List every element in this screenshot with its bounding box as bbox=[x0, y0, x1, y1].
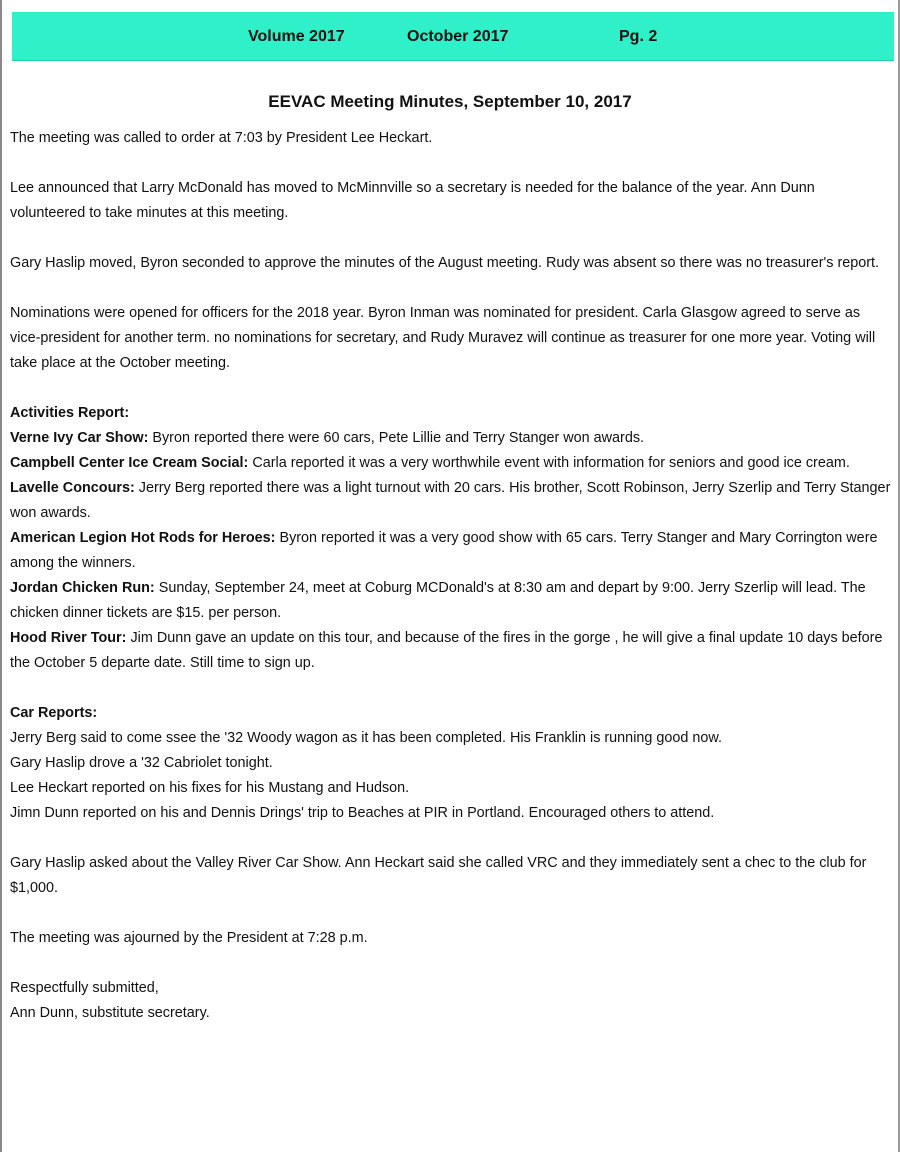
car-reports-section bbox=[10, 701, 892, 826]
activities-heading: Activities Report: bbox=[10, 405, 130, 421]
call-to-order-paragraph: The meeting was called to order at 7:03 by President Lee Heckart. bbox=[10, 130, 433, 146]
header-volume: Volume 2017 bbox=[248, 28, 345, 45]
car-report-line: Gary Haslip drove a '32 Cabriolet tonight. bbox=[10, 755, 273, 771]
activities-section bbox=[10, 401, 892, 676]
signature: Ann Dunn, substitute secretary. bbox=[10, 1005, 210, 1021]
page-title: EEVAC Meeting Minutes, September 10, 2017 bbox=[268, 92, 632, 111]
activity-text: Carla reported it was a very worthwhile event with information for seniors and good ice cream. bbox=[248, 455, 850, 471]
car-report-line: Jerry Berg said to come ssee the '32 Woody wagon as it has been completed. His Franklin is running good now. bbox=[10, 730, 723, 746]
activity-text: Byron reported it was a very good show with 65 cars. Terry Stanger and Mary Corrington were among the winners. bbox=[10, 530, 878, 571]
activity-text: Jim Dunn gave an update on this tour, and because of the fires in the gorge , he will give a final update 10 days before the October 5 departe date. Still time to sign up. bbox=[10, 630, 883, 671]
car-reports-heading: Car Reports: bbox=[10, 705, 98, 721]
activity-label: Jordan Chicken Run: bbox=[10, 580, 155, 596]
activity-item bbox=[10, 451, 892, 476]
activity-item bbox=[10, 576, 892, 626]
activity-label: American Legion Hot Rods for Heroes: bbox=[10, 530, 276, 546]
activity-item bbox=[10, 626, 892, 676]
activity-item bbox=[10, 426, 892, 451]
activity-item bbox=[10, 526, 892, 576]
sign-off: Respectfully submitted, bbox=[10, 980, 159, 996]
activity-label: Lavelle Concours: bbox=[10, 480, 135, 496]
minutes-approval-paragraph: Gary Haslip moved, Byron seconded to approve the minutes of the August meeting. Rudy was absent so there was no treasurer's report. bbox=[10, 255, 880, 271]
car-report-line: Lee Heckart reported on his fixes for his Mustang and Hudson. bbox=[10, 780, 410, 796]
activity-label: Hood River Tour: bbox=[10, 630, 127, 646]
activity-text: Jerry Berg reported there was a light turnout with 20 cars. His brother, Scott Robinson, Jerry Szerlip and Terry Stanger won awards. bbox=[10, 480, 891, 521]
activity-text: Sunday, September 24, meet at Coburg MCDonald's at 8:30 am and depart by 9:00. Jerry Szerlip will lead. The chicken dinner tickets are $15. per person. bbox=[10, 580, 866, 621]
header-month: October 2017 bbox=[407, 28, 509, 45]
adjournment-paragraph: The meeting was ajourned by the President at 7:28 p.m. bbox=[10, 930, 368, 946]
nominations-paragraph: Nominations were opened for officers for the 2018 year. Byron Inman was nominated for president. Carla Glasgow agreed to serve as vice-president for another term. no nominations for secretary, and Rudy Muravez will continue as treasurer for one more year. Voting will take place at the October meeting. bbox=[10, 305, 876, 371]
valley-river-paragraph: Gary Haslip asked about the Valley River Car Show. Ann Heckart said she called VRC and they immediately sent a chec to the club for $1,000. bbox=[10, 855, 867, 896]
activity-text: Byron reported there were 60 cars, Pete Lillie and Terry Stanger won awards. bbox=[148, 430, 645, 446]
car-report-line: Jimn Dunn reported on his and Dennis Drings' trip to Beaches at PIR in Portland. Encouraged others to attend. bbox=[10, 805, 715, 821]
newsletter-header-banner bbox=[12, 12, 894, 60]
activity-label: Verne Ivy Car Show: bbox=[10, 430, 149, 446]
secretary-paragraph: Lee announced that Larry McDonald has moved to McMinnville so a secretary is needed for the balance of the year. Ann Dunn volunteered to take minutes at this meeting. bbox=[10, 180, 815, 221]
activity-item bbox=[10, 476, 892, 526]
header-page-number: Pg. 2 bbox=[619, 28, 658, 45]
minutes-body bbox=[10, 126, 892, 1026]
activity-label: Campbell Center Ice Cream Social: bbox=[10, 455, 249, 471]
